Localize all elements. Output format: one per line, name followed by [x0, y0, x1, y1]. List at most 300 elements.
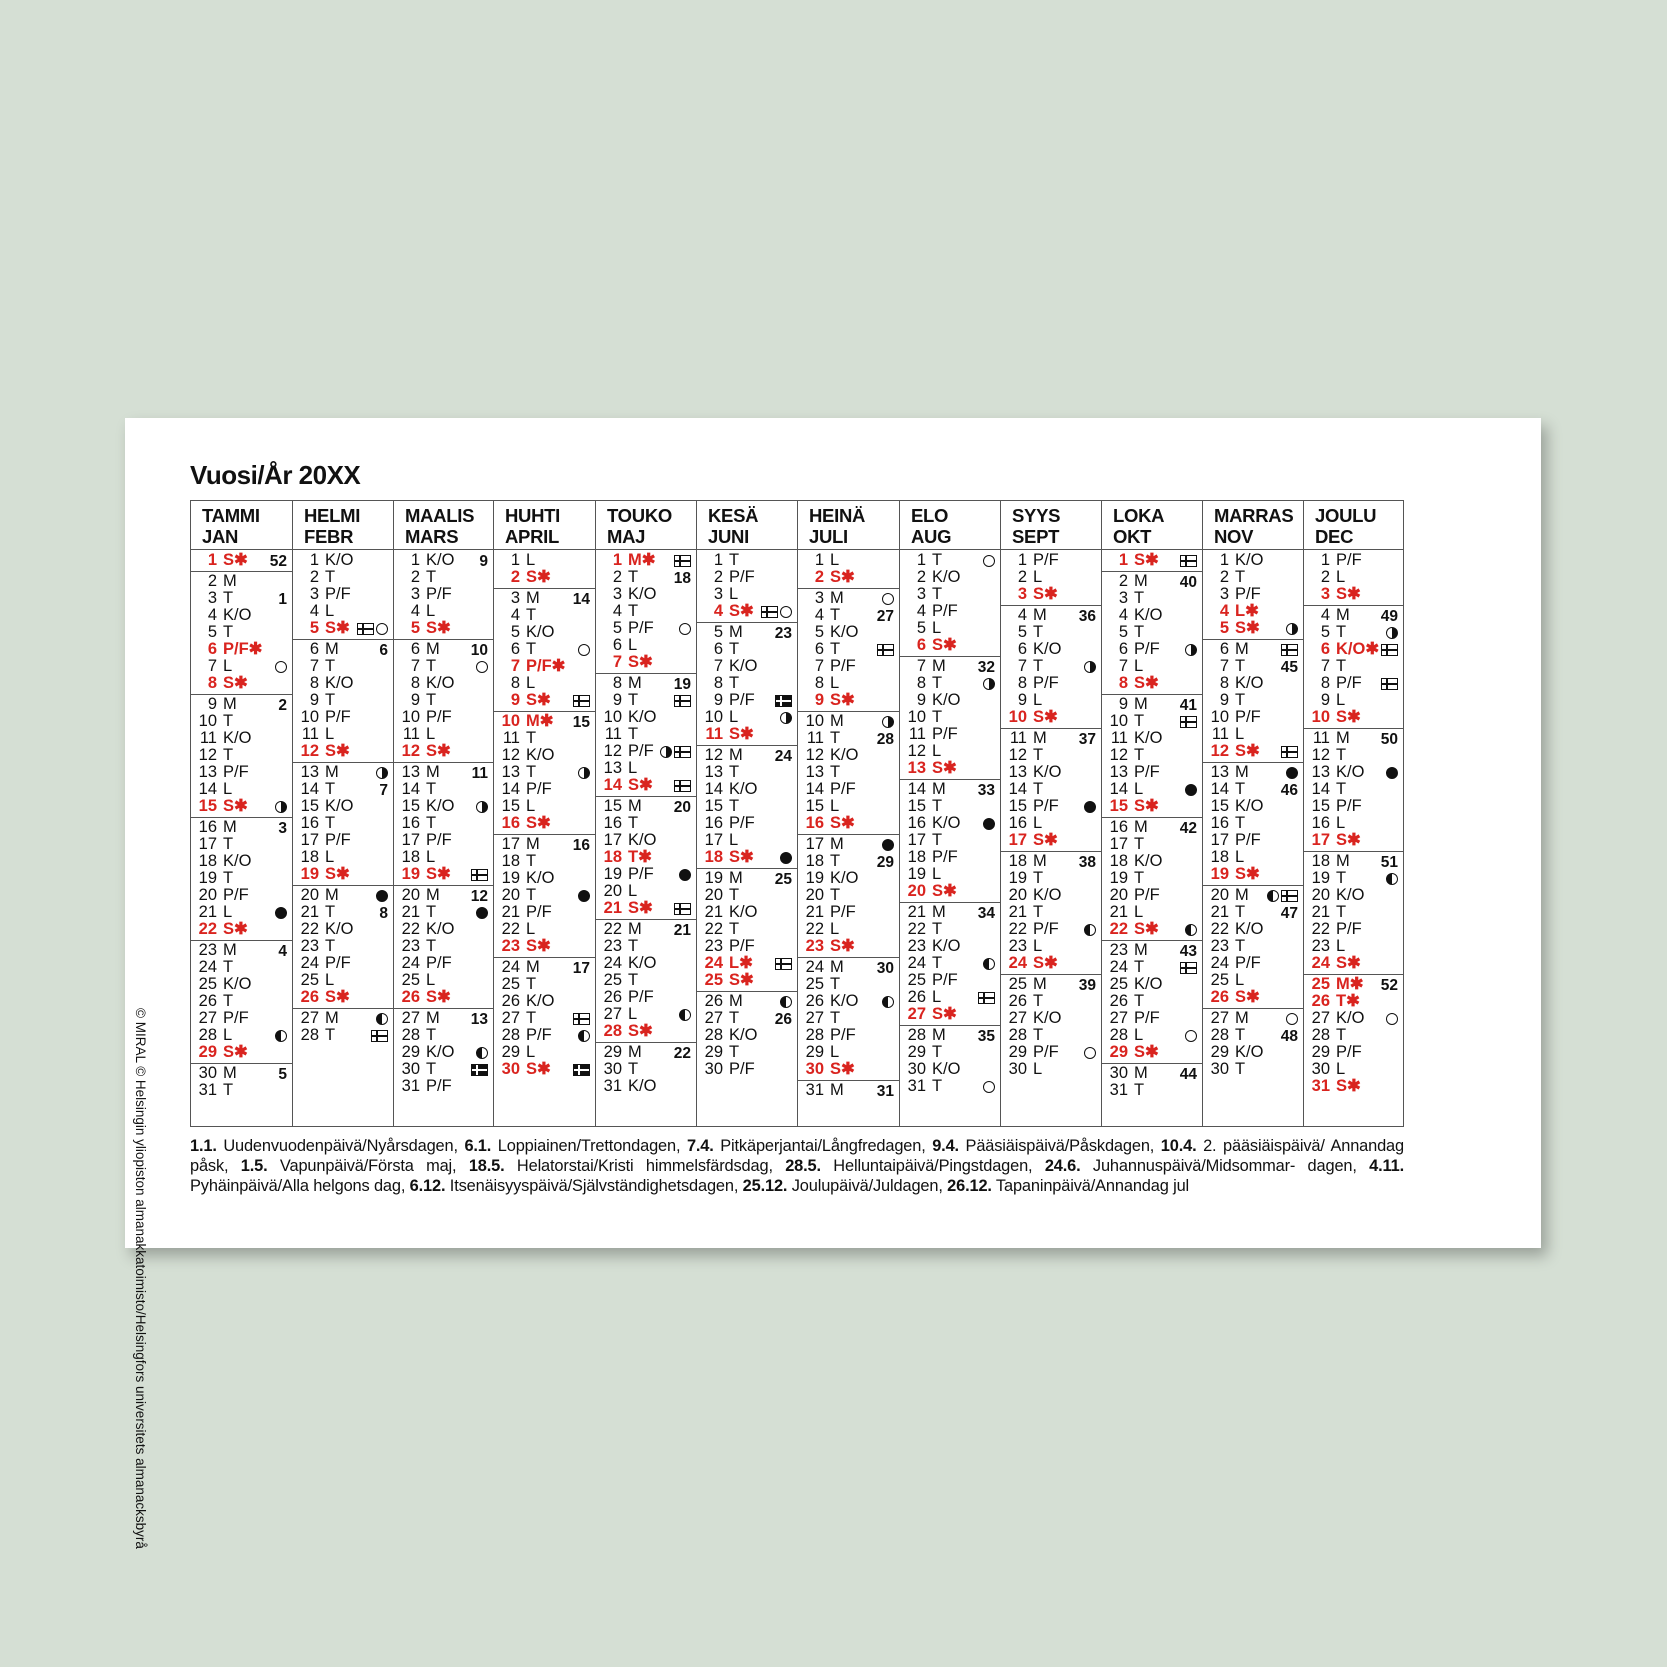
new-moon-icon	[476, 907, 488, 919]
day-number: 1	[612, 551, 622, 569]
weekday-abbr: T	[223, 623, 234, 641]
weekday-abbr: P/F	[325, 708, 351, 726]
weekday-abbr: K/O	[1033, 763, 1062, 781]
weekday-abbr: P/F	[426, 1077, 452, 1095]
weekday-abbr: M	[426, 886, 440, 904]
day-number: 30	[603, 1060, 622, 1078]
weekday-abbr: M	[1336, 729, 1350, 747]
day-number: 27	[1311, 1009, 1330, 1027]
weekday-abbr: T	[628, 602, 639, 620]
weekday-abbr: K/O	[1336, 763, 1365, 781]
week-number: 31	[876, 1083, 894, 1100]
day-row	[1304, 1010, 1404, 1027]
weekday-abbr: L	[325, 725, 335, 743]
day-row	[293, 692, 394, 709]
day-row	[1203, 726, 1304, 743]
weekday-abbr: T	[729, 640, 740, 658]
day-row	[1001, 870, 1102, 887]
day-row	[900, 832, 1001, 849]
day-number: 5	[916, 619, 926, 637]
day-number: 12	[805, 746, 824, 764]
day-row	[494, 904, 596, 921]
weekday-abbr: S✱	[628, 1022, 653, 1040]
weekday-abbr: M	[426, 763, 440, 781]
weekday-abbr: T	[1134, 746, 1145, 764]
day-number: 23	[704, 937, 723, 955]
weekday-abbr: S✱	[526, 1060, 551, 1078]
day-row	[1203, 798, 1304, 815]
day-number: 18	[704, 848, 723, 866]
day-symbols	[780, 994, 792, 1009]
weekday-abbr: S✱	[426, 865, 451, 883]
day-number: 9	[612, 691, 622, 709]
day-number: 25	[704, 971, 723, 989]
day-symbols	[1084, 922, 1096, 937]
day-row	[1001, 904, 1102, 921]
day-row	[293, 938, 394, 955]
weekday-abbr: L	[526, 674, 536, 692]
weekday-abbr: L	[628, 882, 638, 900]
day-number: 1	[1118, 551, 1128, 569]
day-number: 4	[1118, 606, 1128, 624]
holiday-name: Uudenvuodenpäivä/Nyårsdagen,	[216, 1137, 465, 1155]
weekday-abbr: P/F	[830, 780, 856, 798]
weekday-abbr: P/F	[325, 831, 351, 849]
week-separator	[697, 622, 798, 623]
day-number: 31	[1311, 1077, 1330, 1095]
day-symbols	[476, 799, 488, 814]
day-row	[596, 637, 697, 654]
day-row	[1102, 590, 1203, 607]
weekday-abbr: K/O	[628, 585, 657, 603]
day-row	[1304, 938, 1404, 955]
day-row	[697, 1027, 798, 1044]
month-jan	[190, 500, 293, 1126]
day-row	[798, 798, 900, 815]
day-row	[1102, 976, 1203, 993]
day-row	[1304, 815, 1404, 832]
weekday-abbr: M	[628, 797, 642, 815]
weekday-abbr: K/O	[1235, 920, 1264, 938]
day-number: 10	[603, 708, 622, 726]
week-number: 38	[1078, 854, 1096, 871]
day-number: 2	[1017, 568, 1027, 586]
flag-day-dark-icon	[775, 695, 792, 707]
day-number: 21	[198, 903, 217, 921]
day-row	[1304, 1078, 1404, 1095]
day-row	[1203, 764, 1304, 781]
day-number: 6	[814, 640, 824, 658]
weekday-abbr: S✱	[426, 619, 451, 637]
day-number: 14	[501, 780, 520, 798]
holiday-date: 24.6.	[1044, 1157, 1081, 1175]
weekday-abbr: K/O	[1134, 852, 1163, 870]
weekday-abbr: T	[729, 797, 740, 815]
week-number: 8	[379, 905, 388, 922]
weekday-abbr: T	[223, 746, 234, 764]
day-number: 5	[713, 623, 723, 641]
day-number: 5	[510, 623, 520, 641]
weekday-abbr: M✱	[1336, 975, 1364, 993]
weekday-abbr: L	[932, 619, 942, 637]
weekday-abbr: M	[830, 712, 844, 730]
day-row	[798, 993, 900, 1010]
first-quarter-moon-icon	[1386, 627, 1398, 639]
day-number: 6	[410, 640, 420, 658]
weekday-abbr: S✱	[1134, 674, 1159, 692]
new-moon-icon	[1084, 801, 1096, 813]
day-number: 5	[1320, 623, 1330, 641]
weekday-abbr: M	[223, 1064, 237, 1082]
day-number: 28	[1311, 1026, 1330, 1044]
day-number: 18	[805, 852, 824, 870]
day-row	[394, 781, 494, 798]
weekday-abbr: M	[1134, 941, 1148, 959]
full-moon-icon	[376, 623, 388, 635]
day-number: 6	[916, 636, 926, 654]
day-number: 16	[1109, 818, 1128, 836]
day-number: 7	[713, 657, 723, 675]
day-row	[494, 764, 596, 781]
day-number: 1	[410, 551, 420, 569]
weekday-abbr: T	[1336, 657, 1347, 675]
weekday-abbr: T✱	[628, 848, 652, 866]
day-row	[394, 866, 494, 883]
day-number: 17	[1311, 831, 1330, 849]
weekday-abbr: M	[628, 1043, 642, 1061]
day-row	[1304, 1044, 1404, 1061]
day-number: 4	[612, 602, 622, 620]
day-number: 20	[603, 882, 622, 900]
weekday-abbr: T	[223, 869, 234, 887]
day-number: 6	[1219, 640, 1229, 658]
day-row	[798, 552, 900, 569]
weekday-abbr: T	[426, 937, 437, 955]
day-row	[1203, 972, 1304, 989]
weekday-abbr: P/F	[932, 725, 958, 743]
day-number: 24	[603, 954, 622, 972]
month-header	[494, 500, 596, 550]
day-number: 10	[1008, 708, 1027, 726]
weekday-abbr: T	[729, 763, 740, 781]
day-row	[1001, 747, 1102, 764]
week-number: 41	[1179, 697, 1197, 714]
day-number: 3	[713, 585, 723, 603]
day-number: 20	[1311, 886, 1330, 904]
weekday-abbr: K/O	[223, 729, 252, 747]
day-number: 16	[300, 814, 319, 832]
full-moon-icon	[1185, 1030, 1197, 1042]
full-moon-icon	[983, 555, 995, 567]
day-row	[1304, 955, 1404, 972]
day-symbols	[1281, 642, 1298, 657]
day-row	[1102, 641, 1203, 658]
day-row	[697, 955, 798, 972]
day-row	[293, 552, 394, 569]
new-moon-icon	[983, 818, 995, 830]
weekday-abbr: T	[1235, 937, 1246, 955]
weekday-abbr: M	[1235, 886, 1249, 904]
day-number: 18	[1210, 848, 1229, 866]
weekday-abbr: S✱	[1336, 954, 1361, 972]
day-number: 18	[198, 852, 217, 870]
day-row	[596, 552, 697, 569]
weekday-abbr: T	[932, 954, 943, 972]
day-number: 5	[1219, 619, 1229, 637]
weekday-abbr: K/O	[1033, 1009, 1062, 1027]
month-name-fi: TAMMI	[202, 505, 260, 526]
day-row	[293, 815, 394, 832]
day-number: 23	[1008, 937, 1027, 955]
week-number: 52	[269, 553, 287, 570]
day-number: 29	[603, 1043, 622, 1061]
day-row	[191, 853, 293, 870]
weekday-abbr: M	[628, 920, 642, 938]
weekday-abbr: L	[1134, 1026, 1144, 1044]
day-number: 17	[300, 831, 319, 849]
day-row	[494, 815, 596, 832]
day-number: 17	[704, 831, 723, 849]
day-number: 20	[907, 882, 926, 900]
day-number: 18	[300, 848, 319, 866]
day-number: 26	[603, 988, 622, 1006]
day-number: 13	[603, 759, 622, 777]
weekday-abbr: K/O	[729, 903, 758, 921]
day-row	[494, 976, 596, 993]
holiday-date: 7.4.	[686, 1137, 714, 1155]
weekday-abbr: S✱	[1235, 865, 1260, 883]
day-number: 8	[207, 674, 217, 692]
new-moon-icon	[1185, 784, 1197, 796]
day-number: 10	[1109, 712, 1128, 730]
day-row	[900, 883, 1001, 900]
weekday-abbr: L	[426, 725, 436, 743]
flag-day-icon	[674, 780, 691, 792]
flag-day-icon	[1381, 644, 1398, 656]
weekday-abbr: T	[325, 568, 336, 586]
day-number: 8	[1118, 674, 1128, 692]
weekday-abbr: K/O	[729, 657, 758, 675]
weekday-abbr: T	[526, 763, 537, 781]
day-number: 20	[1109, 886, 1128, 904]
day-number: 22	[300, 920, 319, 938]
last-quarter-moon-icon	[1084, 924, 1096, 936]
day-number: 16	[907, 814, 926, 832]
day-number: 29	[805, 1043, 824, 1061]
weekday-abbr: M	[325, 640, 339, 658]
day-row	[494, 938, 596, 955]
weekday-abbr: K/O	[1134, 729, 1163, 747]
day-symbols	[983, 1079, 995, 1094]
flag-day-icon	[1180, 962, 1197, 974]
day-number: 26	[805, 992, 824, 1010]
day-row	[191, 607, 293, 624]
weekday-abbr: S✱	[932, 882, 957, 900]
weekday-abbr: P/F	[932, 971, 958, 989]
day-row	[596, 603, 697, 620]
weekday-abbr: P/F	[426, 585, 452, 603]
weekday-abbr: P/F	[526, 1026, 552, 1044]
day-row	[697, 658, 798, 675]
day-number: 19	[1109, 869, 1128, 887]
weekday-abbr: L	[628, 636, 638, 654]
day-number: 12	[1311, 746, 1330, 764]
first-quarter-moon-icon	[983, 678, 995, 690]
day-symbols	[578, 642, 590, 657]
day-number: 22	[603, 920, 622, 938]
day-number: 9	[207, 695, 217, 713]
day-row	[394, 938, 494, 955]
weekday-abbr: K/O	[1033, 886, 1062, 904]
day-number: 10	[805, 712, 824, 730]
month-dec	[1303, 500, 1404, 1126]
day-symbols	[578, 765, 590, 780]
day-symbols	[1381, 676, 1398, 691]
week-number: 28	[876, 731, 894, 748]
weekday-abbr: K/O	[729, 780, 758, 798]
day-number: 2	[612, 568, 622, 586]
weekday-abbr: T	[830, 886, 841, 904]
day-row	[1102, 959, 1203, 976]
day-row	[394, 955, 494, 972]
weekday-abbr: T	[628, 568, 639, 586]
day-number: 14	[300, 780, 319, 798]
month-name-fi: LOKA	[1113, 505, 1165, 526]
day-number: 21	[603, 899, 622, 917]
weekday-abbr: L	[223, 1026, 233, 1044]
day-number: 18	[501, 852, 520, 870]
weekday-abbr: K/O	[932, 691, 961, 709]
day-number: 31	[907, 1077, 926, 1095]
weekday-abbr: K/O	[426, 920, 455, 938]
day-number: 29	[1109, 1043, 1128, 1061]
day-symbols	[357, 621, 388, 636]
weekday-abbr: S✱	[1033, 831, 1058, 849]
day-number: 2	[713, 568, 723, 586]
month-name-fi: TOUKO	[607, 505, 672, 526]
day-number: 15	[1210, 797, 1229, 815]
day-number: 29	[1311, 1043, 1330, 1061]
day-symbols	[679, 867, 691, 882]
weekday-abbr: P/F	[1033, 1043, 1059, 1061]
first-quarter-moon-icon	[660, 746, 672, 758]
day-number: 24	[1008, 954, 1027, 972]
weekday-abbr: M	[526, 589, 540, 607]
day-row	[191, 573, 293, 590]
weekday-abbr: T	[1033, 746, 1044, 764]
week-number: 9	[479, 553, 488, 570]
weekday-abbr: T	[628, 937, 639, 955]
first-quarter-moon-icon	[275, 801, 287, 813]
weekday-abbr: T	[628, 971, 639, 989]
week-number: 18	[673, 570, 691, 587]
day-row	[394, 709, 494, 726]
day-number: 24	[1109, 958, 1128, 976]
weekday-abbr: L	[1033, 814, 1043, 832]
day-row	[1304, 798, 1404, 815]
weekday-abbr: K/O	[932, 568, 961, 586]
weekday-abbr: M	[1336, 852, 1350, 870]
day-number: 22	[1008, 920, 1027, 938]
holiday-date: 18.5.	[468, 1157, 505, 1175]
day-number: 6	[612, 636, 622, 654]
day-row	[697, 921, 798, 938]
day-row	[900, 955, 1001, 972]
day-row	[900, 586, 1001, 603]
day-number: 13	[300, 763, 319, 781]
weekday-abbr: T	[325, 780, 336, 798]
day-number: 25	[603, 971, 622, 989]
day-number: 29	[1210, 1043, 1229, 1061]
day-number: 6	[713, 640, 723, 658]
first-quarter-moon-icon	[1185, 644, 1197, 656]
weekday-abbr: M	[325, 763, 339, 781]
day-number: 9	[510, 691, 520, 709]
weekday-abbr: T	[628, 725, 639, 743]
day-number: 25	[300, 971, 319, 989]
weekday-abbr: P/F	[526, 903, 552, 921]
day-row	[697, 887, 798, 904]
day-number: 13	[1311, 763, 1330, 781]
day-number: 18	[1311, 852, 1330, 870]
day-symbols	[1286, 1011, 1298, 1026]
day-row	[900, 1044, 1001, 1061]
month-name-fi: ELO	[911, 505, 949, 526]
day-number: 6	[1017, 640, 1027, 658]
day-number: 24	[704, 954, 723, 972]
weekday-abbr: T	[526, 640, 537, 658]
day-number: 9	[1219, 691, 1229, 709]
weekday-abbr: T	[1134, 623, 1145, 641]
day-row	[1102, 552, 1203, 569]
month-header	[900, 500, 1001, 550]
day-number: 24	[198, 958, 217, 976]
day-row	[1304, 764, 1404, 781]
day-number: 3	[309, 585, 319, 603]
day-row	[1001, 832, 1102, 849]
day-number: 1	[814, 551, 824, 569]
day-number: 28	[907, 1026, 926, 1044]
day-symbols	[578, 1028, 590, 1043]
day-number: 26	[907, 988, 926, 1006]
day-number: 15	[1008, 797, 1027, 815]
day-row	[1001, 938, 1102, 955]
day-row	[1102, 781, 1203, 798]
weekday-abbr: P/F	[628, 742, 654, 760]
day-row	[1304, 993, 1404, 1010]
day-number: 14	[907, 780, 926, 798]
day-number: 11	[806, 729, 824, 747]
week-number: 30	[876, 960, 894, 977]
day-row	[1001, 641, 1102, 658]
week-number: 4	[278, 943, 287, 960]
weekday-abbr: S✱	[1033, 708, 1058, 726]
day-number: 7	[510, 657, 520, 675]
day-row	[1203, 866, 1304, 883]
day-row	[293, 989, 394, 1006]
day-number: 29	[198, 1043, 217, 1061]
day-row	[494, 1010, 596, 1027]
week-number: 10	[470, 642, 488, 659]
day-row	[1102, 624, 1203, 641]
day-row	[1001, 993, 1102, 1010]
day-row	[1203, 675, 1304, 692]
weekday-abbr: S✱	[426, 988, 451, 1006]
weekday-abbr: P/F	[628, 988, 654, 1006]
day-number: 17	[603, 831, 622, 849]
first-quarter-moon-icon	[376, 767, 388, 779]
day-row	[596, 709, 697, 726]
